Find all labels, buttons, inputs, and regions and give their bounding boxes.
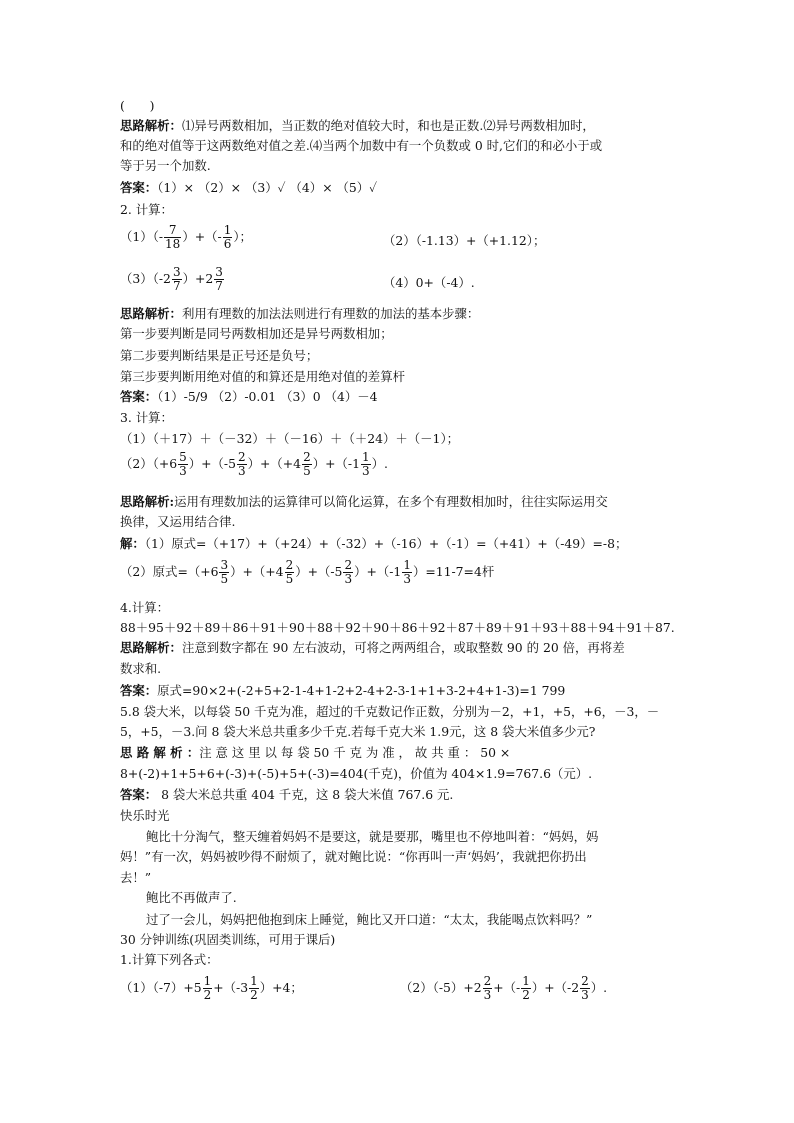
q5-line-1: 5.8 袋大米，以每袋 50 千克为准，超过的千克数记作正数，分别为－2，+1，+5，+6，－3，－	[120, 704, 660, 719]
expr-text: ）=11-7=4杆	[412, 564, 495, 580]
fraction	[580, 975, 590, 1002]
denominator: 3	[344, 572, 353, 587]
training-q1-part-1	[120, 975, 303, 1002]
expr-text: ）+（-5	[188, 456, 236, 472]
q2-step-2: 第二步要判断结果是正号还是负号；	[120, 348, 319, 363]
expr-text: ）+（-1	[312, 456, 360, 472]
fraction	[237, 451, 247, 478]
denominator: 7	[215, 279, 223, 294]
analysis-text: 注 意 这 里 以 每 袋 50 千 克 为 准 ， 故 共 重 ： 50 ×	[199, 745, 511, 760]
q1-analysis-line-2: 和的绝对值等于这两数绝对值之差.⑷当两个加数中有一个负数或 0 时,它们的和必小于或	[120, 138, 603, 153]
numerator: 3	[215, 265, 223, 279]
denominator: 5	[285, 572, 294, 587]
expr-text: ）+（-1	[354, 564, 402, 580]
answer-text: 8 袋大米总共重 404 千克，这 8 袋大米值 767.6 元.	[157, 787, 454, 802]
q1-analysis-line-3: 等于另一个加数.	[120, 158, 211, 173]
answer-text: （1）-5/9 （2）-0.01 （3）0 （4）－4	[157, 389, 378, 404]
answer-label: 答案：	[120, 389, 158, 404]
q3-part-1: （1）（＋17）＋（－32）＋（－16）＋（＋24）＋（－1）；	[120, 431, 460, 446]
q3-analysis-line-1	[120, 494, 608, 510]
expr-text: ）.	[371, 456, 388, 472]
analysis-label: 思路解析：	[120, 640, 182, 655]
expr-text: ）+（-2	[531, 980, 580, 996]
expr-text: ）+（-5	[295, 564, 343, 580]
q2-part-2: （2）（-1.13）+（+1.12）；	[383, 233, 546, 248]
expr-text: +（-3	[213, 980, 249, 996]
joke-para-2: 鲍比不再做声了.	[146, 890, 237, 905]
expr-text: ）+（+4	[247, 456, 302, 472]
fraction	[361, 451, 371, 478]
fraction	[521, 975, 531, 1002]
q2-step-3: 第三步要判断用绝对值的和算还是用绝对值的差算杆	[120, 369, 405, 384]
numerator: 2	[483, 974, 492, 988]
numerator: 1	[203, 974, 212, 988]
expr-text: （2）（-5）+2	[400, 980, 482, 996]
q2-part-3	[120, 266, 225, 293]
numerator: 5	[179, 450, 187, 464]
numerator: 1	[522, 974, 530, 988]
fraction	[214, 266, 224, 293]
expr-text: （1）（-	[120, 229, 164, 245]
expr-text: +（-	[493, 980, 521, 996]
fraction	[343, 559, 353, 586]
expr-text: （1）（-7）+5	[120, 980, 202, 996]
q4-title: 4.计算：	[120, 600, 169, 615]
fraction	[219, 559, 229, 586]
q3-solution-1	[120, 536, 627, 552]
q1-analysis-line-1	[120, 118, 595, 134]
numerator: 1	[361, 450, 370, 464]
analysis-label: 思 路 解 析 ：	[120, 745, 200, 760]
denominator: 3	[581, 988, 589, 1003]
joke-para-1-line-1: 鲍比十分淘气，整天缠着妈妈不是要这，就是要那，嘴里也不停地叫着：“妈妈，妈	[146, 829, 599, 844]
solution-label: 解：	[120, 536, 145, 551]
analysis-label: 思路解析：	[120, 118, 182, 133]
numerator: 3	[172, 265, 181, 279]
q4-analysis-line-1	[120, 640, 625, 656]
numerator: 2	[344, 558, 353, 572]
q2-step-1: 第一步要判断是同号两数相加还是异号两数相加；	[120, 326, 393, 341]
denominator: 3	[403, 572, 411, 587]
expr-text: （3）（-2	[120, 271, 171, 287]
numerator: 2	[285, 558, 294, 572]
analysis-text: ⑴异号两数相加，当正数的绝对值较大时，和也是正数.⑵异号两数相加时，	[181, 118, 595, 133]
denominator: 2	[522, 988, 530, 1003]
joke-para-1-line-3: 去！”	[120, 870, 152, 885]
fraction	[402, 559, 412, 586]
q2-analysis	[120, 306, 479, 322]
answer-label: 答案：	[120, 787, 158, 802]
fraction	[164, 224, 181, 251]
denominator: 3	[483, 988, 492, 1003]
numerator: 7	[164, 224, 181, 238]
q5-answer	[120, 787, 453, 803]
q2-part-4: （4）0+（-4）.	[383, 275, 475, 290]
joke-title: 快乐时光	[120, 808, 170, 823]
analysis-label: 思路解析:	[120, 494, 175, 509]
analysis-label: 思路解析：	[120, 306, 182, 321]
q2-title: 2. 计算：	[120, 202, 173, 217]
expr-text: ）+4；	[259, 980, 303, 996]
q5-analysis-line-2: 8+(-2)+1+5+6+(-3)+(-5)+5+(-3)=404(千克)，价值为 404×1.9=767.6（元）.	[120, 766, 593, 781]
denominator: 2	[203, 988, 212, 1003]
denominator: 3	[361, 464, 370, 479]
fraction	[223, 224, 233, 251]
answer-text: 原式=90×2+(-2+5+2-1-4+1-2+2-4+2-3-1+1+3-2+4+1-3)=1 799	[157, 683, 566, 698]
fraction	[178, 451, 188, 478]
denominator: 3	[238, 464, 246, 479]
training-q1-title: 1.计算下列各式：	[120, 952, 219, 967]
numerator: 2	[303, 450, 311, 464]
expr-text: ）+（-	[182, 229, 222, 245]
fraction	[483, 975, 493, 1002]
answer-label: 答案：	[120, 180, 158, 195]
q5-line-2: 5，+5，－3.问 8 袋大米总共重多少千克.若每千克大米 1.9元，这 8 袋大米值多少元?	[120, 724, 596, 739]
q4-expression: 88＋95＋92＋89＋86＋91＋90＋88＋92＋90＋86＋92＋87＋89＋91＋93＋88＋94＋91＋87.	[120, 620, 675, 635]
answer-text: （1）× （2）× （3）✓ （4）× （5）✓	[157, 180, 378, 195]
joke-para-3: 过了一会儿，妈妈把他抱到床上睡觉，鲍比又开口道：“太太，我能喝点饮料吗？”	[146, 912, 593, 927]
q2-part-1	[120, 224, 252, 251]
numerator: 1	[223, 223, 232, 237]
q1-answer	[120, 180, 377, 196]
denominator: 18	[165, 237, 181, 252]
analysis-text: 注意到数字都在 90 左右波动，可将之两两组合，或取整数 90 的 20 倍，再将差	[181, 640, 625, 655]
denominator: 3	[179, 464, 187, 479]
fraction	[249, 975, 259, 1002]
q3-part-2	[120, 451, 388, 478]
q2-answer	[120, 389, 378, 405]
denominator: 7	[172, 279, 181, 294]
analysis-text: 利用有理数的加法法则进行有理数的加法的基本步骤：	[181, 306, 480, 321]
denominator: 2	[250, 988, 258, 1003]
expr-text: ）.	[590, 980, 608, 996]
expr-text: （2）（+6	[120, 456, 178, 472]
fraction	[302, 451, 312, 478]
training-q1-part-2	[400, 975, 607, 1002]
q3-title: 3. 计算：	[120, 410, 173, 425]
numerator: 1	[250, 974, 258, 988]
answer-bracket: ( )	[120, 98, 155, 113]
denominator: 6	[223, 237, 232, 252]
expr-text: （2）原式=（+6	[120, 564, 219, 580]
fraction	[203, 975, 213, 1002]
expr-text: ）；	[233, 229, 252, 245]
denominator: 5	[220, 572, 229, 587]
q4-answer	[120, 683, 565, 699]
numerator: 1	[403, 558, 411, 572]
numerator: 3	[220, 558, 229, 572]
analysis-text: 运用有理数加法的运算律可以简化运算，在多个有理数相加时，往往实际运用交	[174, 494, 608, 509]
training-title: 30 分钟训练(巩固类训练，可用于课后)	[120, 932, 336, 947]
q3-analysis-line-2: 换律，又运用结合律.	[120, 514, 236, 529]
fraction	[172, 266, 182, 293]
q3-solution-2	[120, 559, 494, 586]
fraction	[285, 559, 295, 586]
expr-text: ）+（+4	[230, 564, 284, 580]
denominator: 5	[303, 464, 311, 479]
q4-analysis-line-2: 数求和.	[120, 661, 162, 676]
answer-label: 答案：	[120, 683, 158, 698]
joke-para-1-line-2: 妈！”有一次，妈妈被吵得不耐烦了，就对鲍比说：“你再叫一声‘妈妈’，我就把你扔出	[120, 849, 587, 864]
q5-analysis-line-1	[120, 745, 510, 761]
expr-text: ）+2	[182, 271, 214, 287]
numerator: 2	[581, 974, 589, 988]
solution-text: （1）原式=（+17）+（+24）+（-32）+（-16）+（-1）=（+41）+（-49）=-8；	[144, 536, 628, 551]
numerator: 2	[238, 450, 246, 464]
